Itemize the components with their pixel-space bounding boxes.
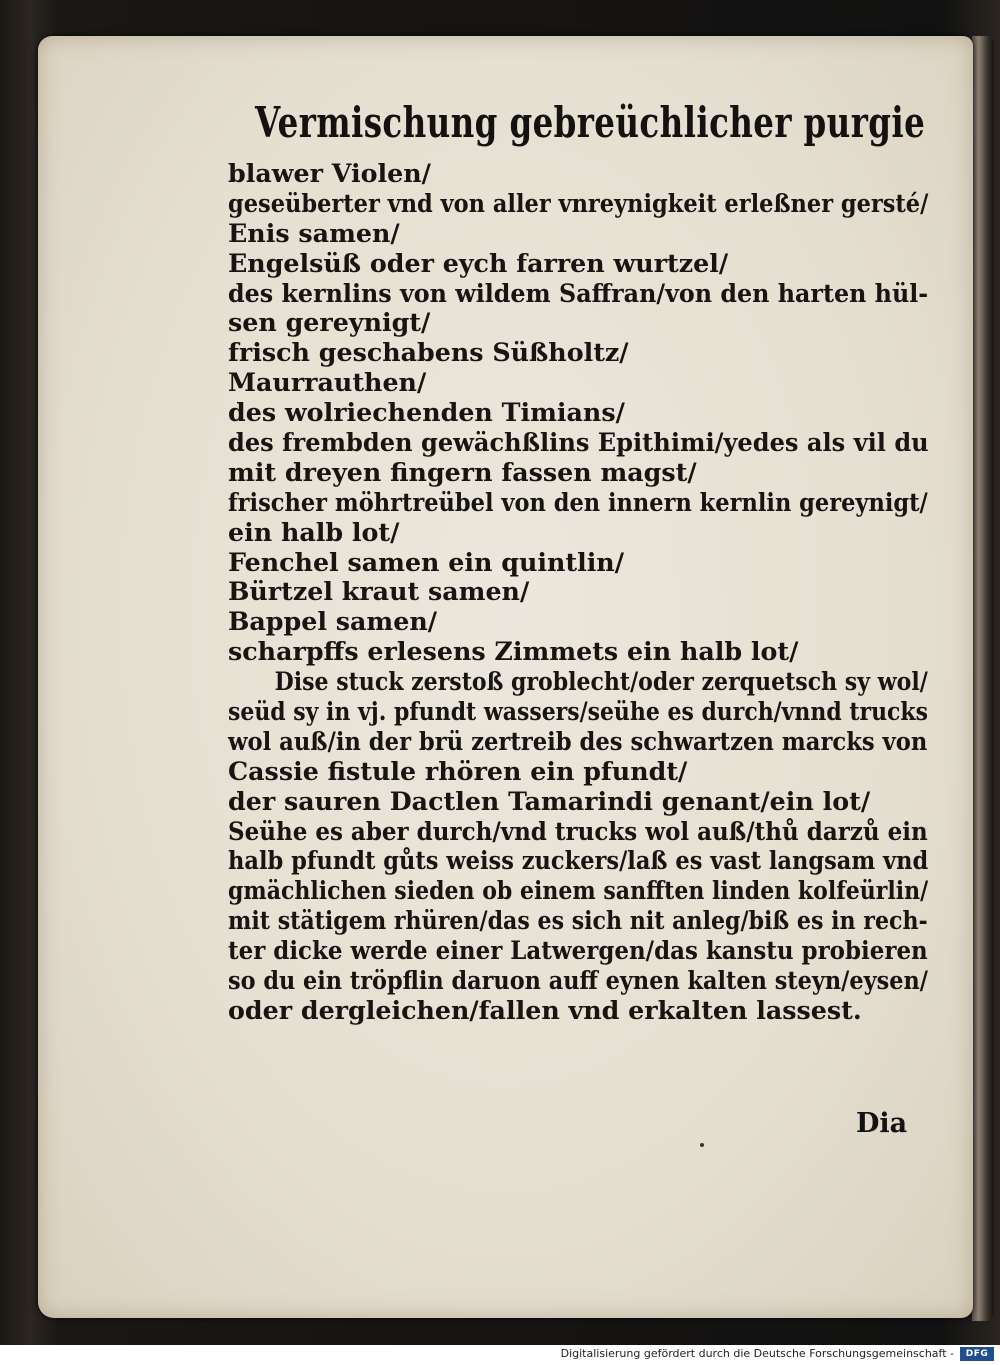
text-line: Fenchel samen ein quintlin/ — [228, 547, 624, 578]
footer-credit: Digitalisierung gefördert durch die Deutsche Forschungsgemeinschaft - — [560, 1347, 954, 1360]
catchword: Dia — [856, 1108, 908, 1139]
paper-speck — [700, 1143, 704, 1147]
text-line: Cassie fistule rhören ein pfundt/ — [228, 756, 688, 787]
text-line: Seühe es aber durch/vnd trucks wol auß/thů darzů ein — [228, 816, 928, 847]
text-line: seüd sy in vj. pfundt wassers/seühe es durch/vnnd trucks — [228, 697, 928, 728]
text-line: Bappel samen/ — [228, 607, 437, 638]
text-line: Enis samen/ — [228, 218, 400, 249]
text-line: blawer Violen/ — [228, 159, 431, 189]
text-line: so du ein tröpflin daruon auff eynen kalten steyn/eysen/ — [228, 966, 928, 997]
text-line: ein halb lot/ — [228, 517, 400, 548]
text-line: Bürtzel kraut samen/ — [228, 577, 530, 608]
page-edge — [972, 36, 994, 1321]
text-line: Maurrauthen/ — [228, 368, 427, 399]
text-line: mit dreyen fingern fassen magst/ — [228, 457, 697, 488]
text-line: der sauren Dactlen Tamarindi genant/ein lot/ — [228, 786, 871, 817]
text-block — [228, 160, 933, 1027]
text-line: scharpffs erlesens Zimmets ein halb lot/ — [228, 637, 799, 668]
text-line: des wolriechenden Timians/ — [228, 398, 625, 429]
text-line: gmächlichen sieden ob einem sanfften linden kolfeürlin/ — [228, 876, 929, 907]
text-line: oder dergleichen/fallen vnd erkalten lassest. — [228, 995, 862, 1026]
text-line: des frembden gewächßlins Epithimi/yedes als vil du — [228, 428, 929, 459]
text-line: wol auß/in der brü zertreib des schwartzen marcks von — [228, 726, 928, 757]
text-line: sen gereynigt/ — [228, 308, 431, 339]
text-line: des kernlins von wildem Saffran/von den harten hül- — [228, 278, 929, 309]
text-line: Engelsüß oder eych farren wurtzel/ — [228, 248, 729, 279]
text-line: frischer möhrtreübel von den innern kernlin gereynigt/ — [228, 487, 928, 518]
text-line: ter dicke werde einer Latwergen/das kanstu probieren — [228, 936, 928, 967]
text-line: halb pfundt gůts weiss zuckers/laß es vast langsam vnd — [228, 846, 929, 877]
text-line: Dise stuck zerstoß groblecht/oder zerquetsch sy wol/ — [274, 667, 928, 698]
text-line: geseüberter vnd von aller vnreynigkeit erleßner gersté/ — [228, 188, 929, 219]
running-head: Vermischung gebreüchlicher purgie — [255, 98, 926, 147]
text-line: mit stätigem rhüren/das es sich nit anleg/biß es in rech- — [228, 906, 928, 937]
text-line: frisch geschabens Süßholtz/ — [228, 338, 629, 369]
dfg-logo: DFG — [960, 1347, 994, 1361]
